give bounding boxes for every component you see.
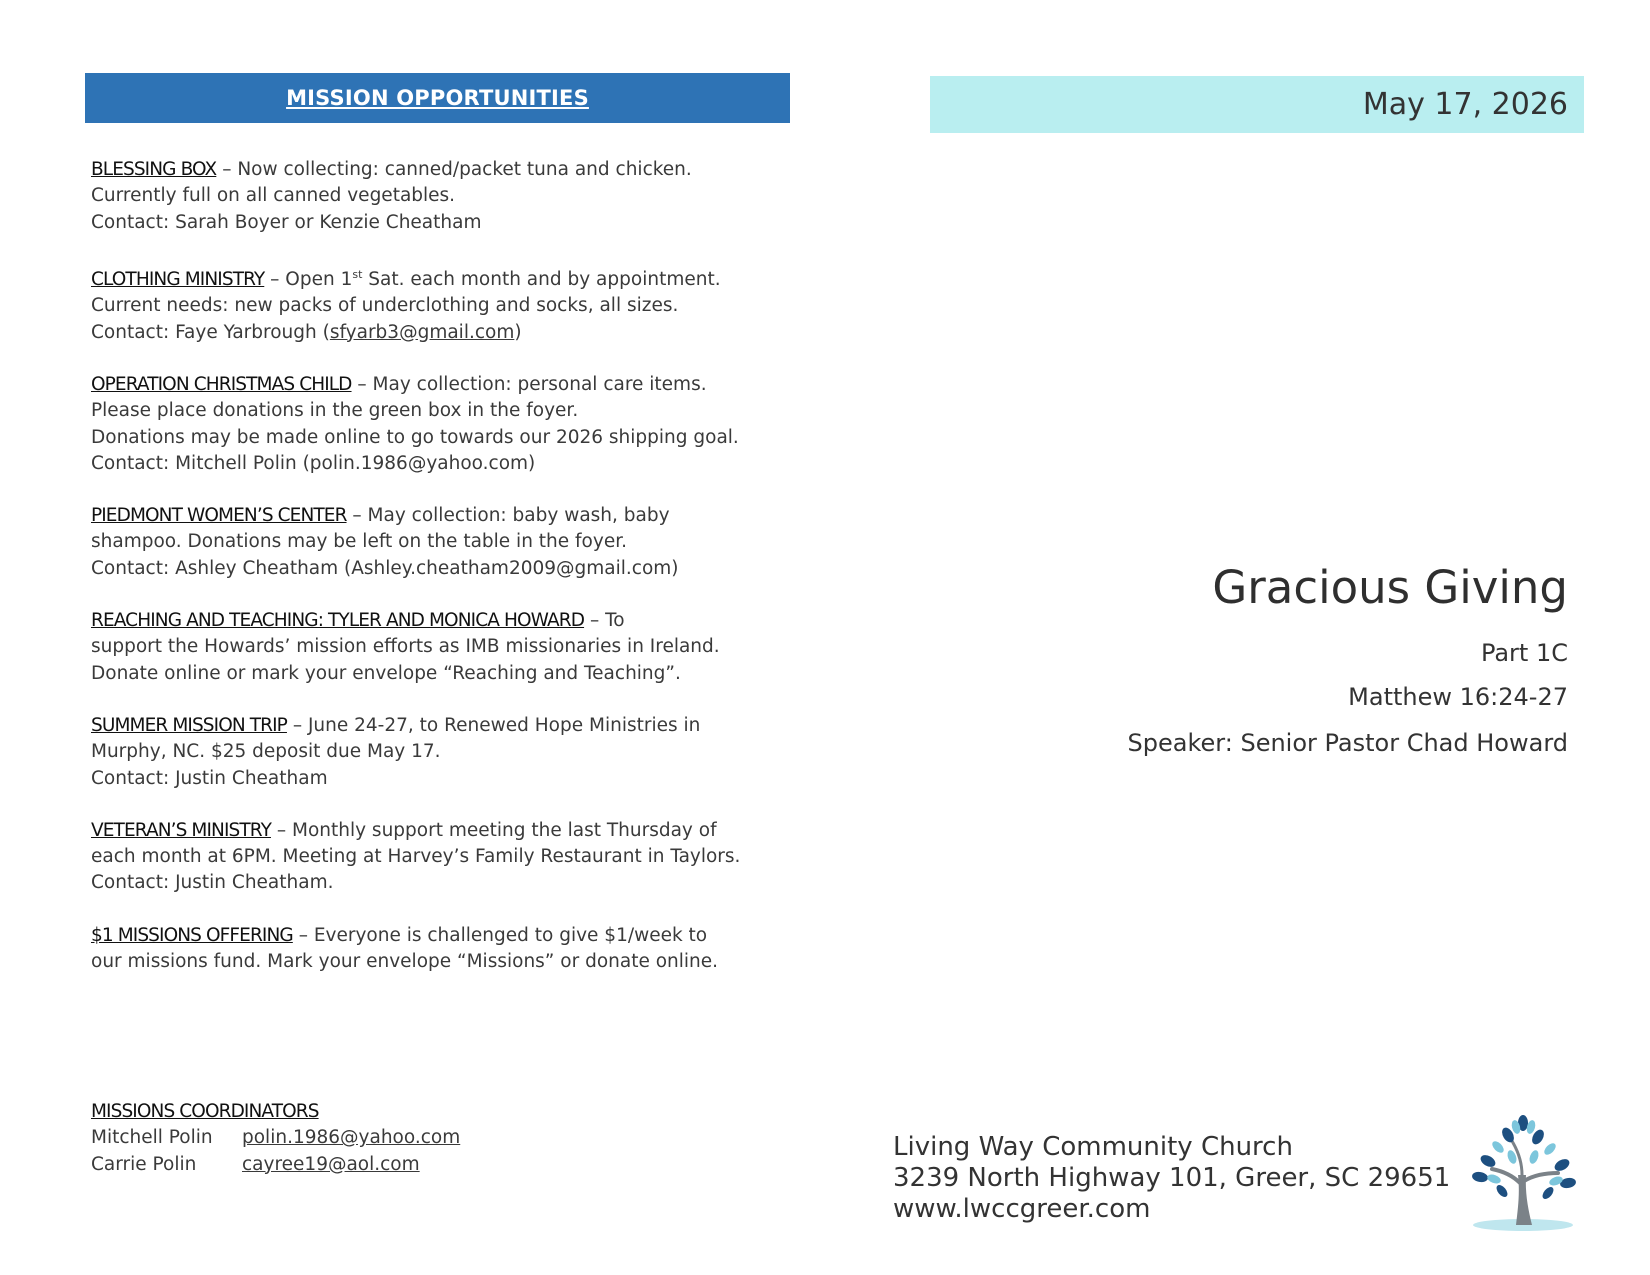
mission-item-list xyxy=(85,157,790,975)
mission-item-title: PIEDMONT WOMEN’S CENTER xyxy=(91,505,347,527)
mission-item-text: support the Howards’ mission efforts as IMB missionaries in Ireland. xyxy=(91,636,720,658)
email-link[interactable]: sfyarb3@gmail.com xyxy=(329,321,515,343)
sermon-scripture: Matthew 16:24-27 xyxy=(1348,683,1568,711)
mission-item-reaching-and-teaching xyxy=(91,608,790,687)
coordinators-title: MISSIONS COORDINATORS xyxy=(91,1101,319,1122)
mission-item-contact: Contact: Justin Cheatham. xyxy=(91,872,334,894)
mission-item-contact: Contact: Mitchell Polin (polin.1986@yahoo.com) xyxy=(91,452,536,474)
church-info xyxy=(893,1132,1450,1225)
sermon-part: Part 1C xyxy=(1480,639,1568,667)
mission-item-clothing-ministry xyxy=(91,262,790,346)
mission-item-title: SUMMER MISSION TRIP xyxy=(91,714,287,736)
mission-item-text: – Monthly support meeting the last Thursday of xyxy=(270,819,717,841)
mission-item-summer-mission-trip xyxy=(91,713,790,792)
service-date: May 17, 2026 xyxy=(1362,87,1568,122)
mission-item-text: Current needs: new packs of underclothing and socks, all sizes. xyxy=(91,295,679,317)
mission-item-text: Please place donations in the green box in the foyer. xyxy=(91,400,579,422)
mission-item-text: Murphy, NC. $25 deposit due May 17. xyxy=(91,741,441,763)
church-website-link[interactable]: www.lwccgreer.com xyxy=(893,1194,1151,1224)
sermon-speaker: Speaker: Senior Pastor Chad Howard xyxy=(1127,729,1568,757)
missions-coordinators xyxy=(91,1099,460,1178)
date-banner xyxy=(930,76,1584,133)
coordinator-name: Carrie Polin xyxy=(91,1153,197,1175)
mission-item-title: OPERATION CHRISTMAS CHILD xyxy=(91,373,352,395)
mission-item-title: REACHING AND TEACHING: TYLER AND MONICA HOWARD xyxy=(91,610,585,632)
mission-item-text: – Now collecting: canned/packet tuna and chicken. xyxy=(216,159,692,180)
sermon-title: Gracious Giving xyxy=(1212,561,1568,614)
mission-item-text: shampoo. Donations may be left on the table in the foyer. xyxy=(91,531,627,553)
ordinal-suffix: st xyxy=(352,267,363,281)
mission-item-piedmont-womens-center xyxy=(91,503,790,582)
mission-item-text: Donate online or mark your envelope “Reaching and Teaching”. xyxy=(91,662,681,684)
mission-item-title: VETERAN’S MINISTRY xyxy=(91,819,271,841)
mission-item-text: – June 24-27, to Renewed Hope Ministries in xyxy=(286,714,701,736)
mission-item-missions-offering xyxy=(91,923,790,976)
mission-item-text: Sat. each month and by appointment. xyxy=(362,269,721,291)
mission-item-title: $1 MISSIONS OFFERING xyxy=(91,924,293,946)
coordinator-name: Mitchell Polin xyxy=(91,1127,213,1149)
mission-item-veterans-ministry xyxy=(91,818,790,897)
mission-item-contact: Contact: Justin Cheatham xyxy=(91,767,328,789)
mission-panel xyxy=(85,73,790,1001)
mission-item-text: – Open 1 xyxy=(264,269,353,291)
mission-item-text: – May collection: baby wash, baby xyxy=(346,505,670,527)
mission-item-text: Donations may be made online to go towards our 2026 shipping goal. xyxy=(91,426,739,448)
coordinator-email-link[interactable]: polin.1986@yahoo.com xyxy=(242,1127,461,1149)
mission-item-text: – May collection: personal care items. xyxy=(351,373,707,395)
coordinator-row xyxy=(91,1152,460,1178)
mission-item-text: our missions fund. Mark your envelope “Missions” or donate online. xyxy=(91,950,719,972)
mission-item-contact: Contact: Faye Yarbrough ( xyxy=(91,321,330,343)
tree-logo-icon xyxy=(1468,1113,1578,1233)
mission-item-contact: Contact: Ashley Cheatham (Ashley.cheatham2009@gmail.com) xyxy=(91,557,679,579)
sermon-info xyxy=(1128,560,1568,774)
mission-item-blessing-box xyxy=(91,157,790,236)
church-name: Living Way Community Church xyxy=(893,1132,1293,1162)
mission-item-text: ) xyxy=(514,321,522,343)
mission-item-text: Currently full on all canned vegetables. xyxy=(91,185,456,207)
coordinator-email-link[interactable]: cayree19@aol.com xyxy=(242,1153,420,1175)
mission-item-text: – Everyone is challenged to give $1/week to xyxy=(292,924,708,946)
coordinator-row xyxy=(91,1125,460,1151)
mission-item-title: BLESSING BOX xyxy=(91,159,217,180)
mission-item-contact: Contact: Sarah Boyer or Kenzie Cheatham xyxy=(91,211,482,233)
mission-item-title: CLOTHING MINISTRY xyxy=(91,269,265,291)
mission-header: MISSION OPPORTUNITIES xyxy=(85,73,790,123)
mission-item-operation-christmas-child xyxy=(91,372,790,477)
mission-item-text: – To xyxy=(584,610,625,632)
mission-item-text: each month at 6PM. Meeting at Harvey’s Family Restaurant in Taylors. xyxy=(91,846,741,868)
church-address: 3239 North Highway 101, Greer, SC 29651 xyxy=(893,1163,1451,1193)
